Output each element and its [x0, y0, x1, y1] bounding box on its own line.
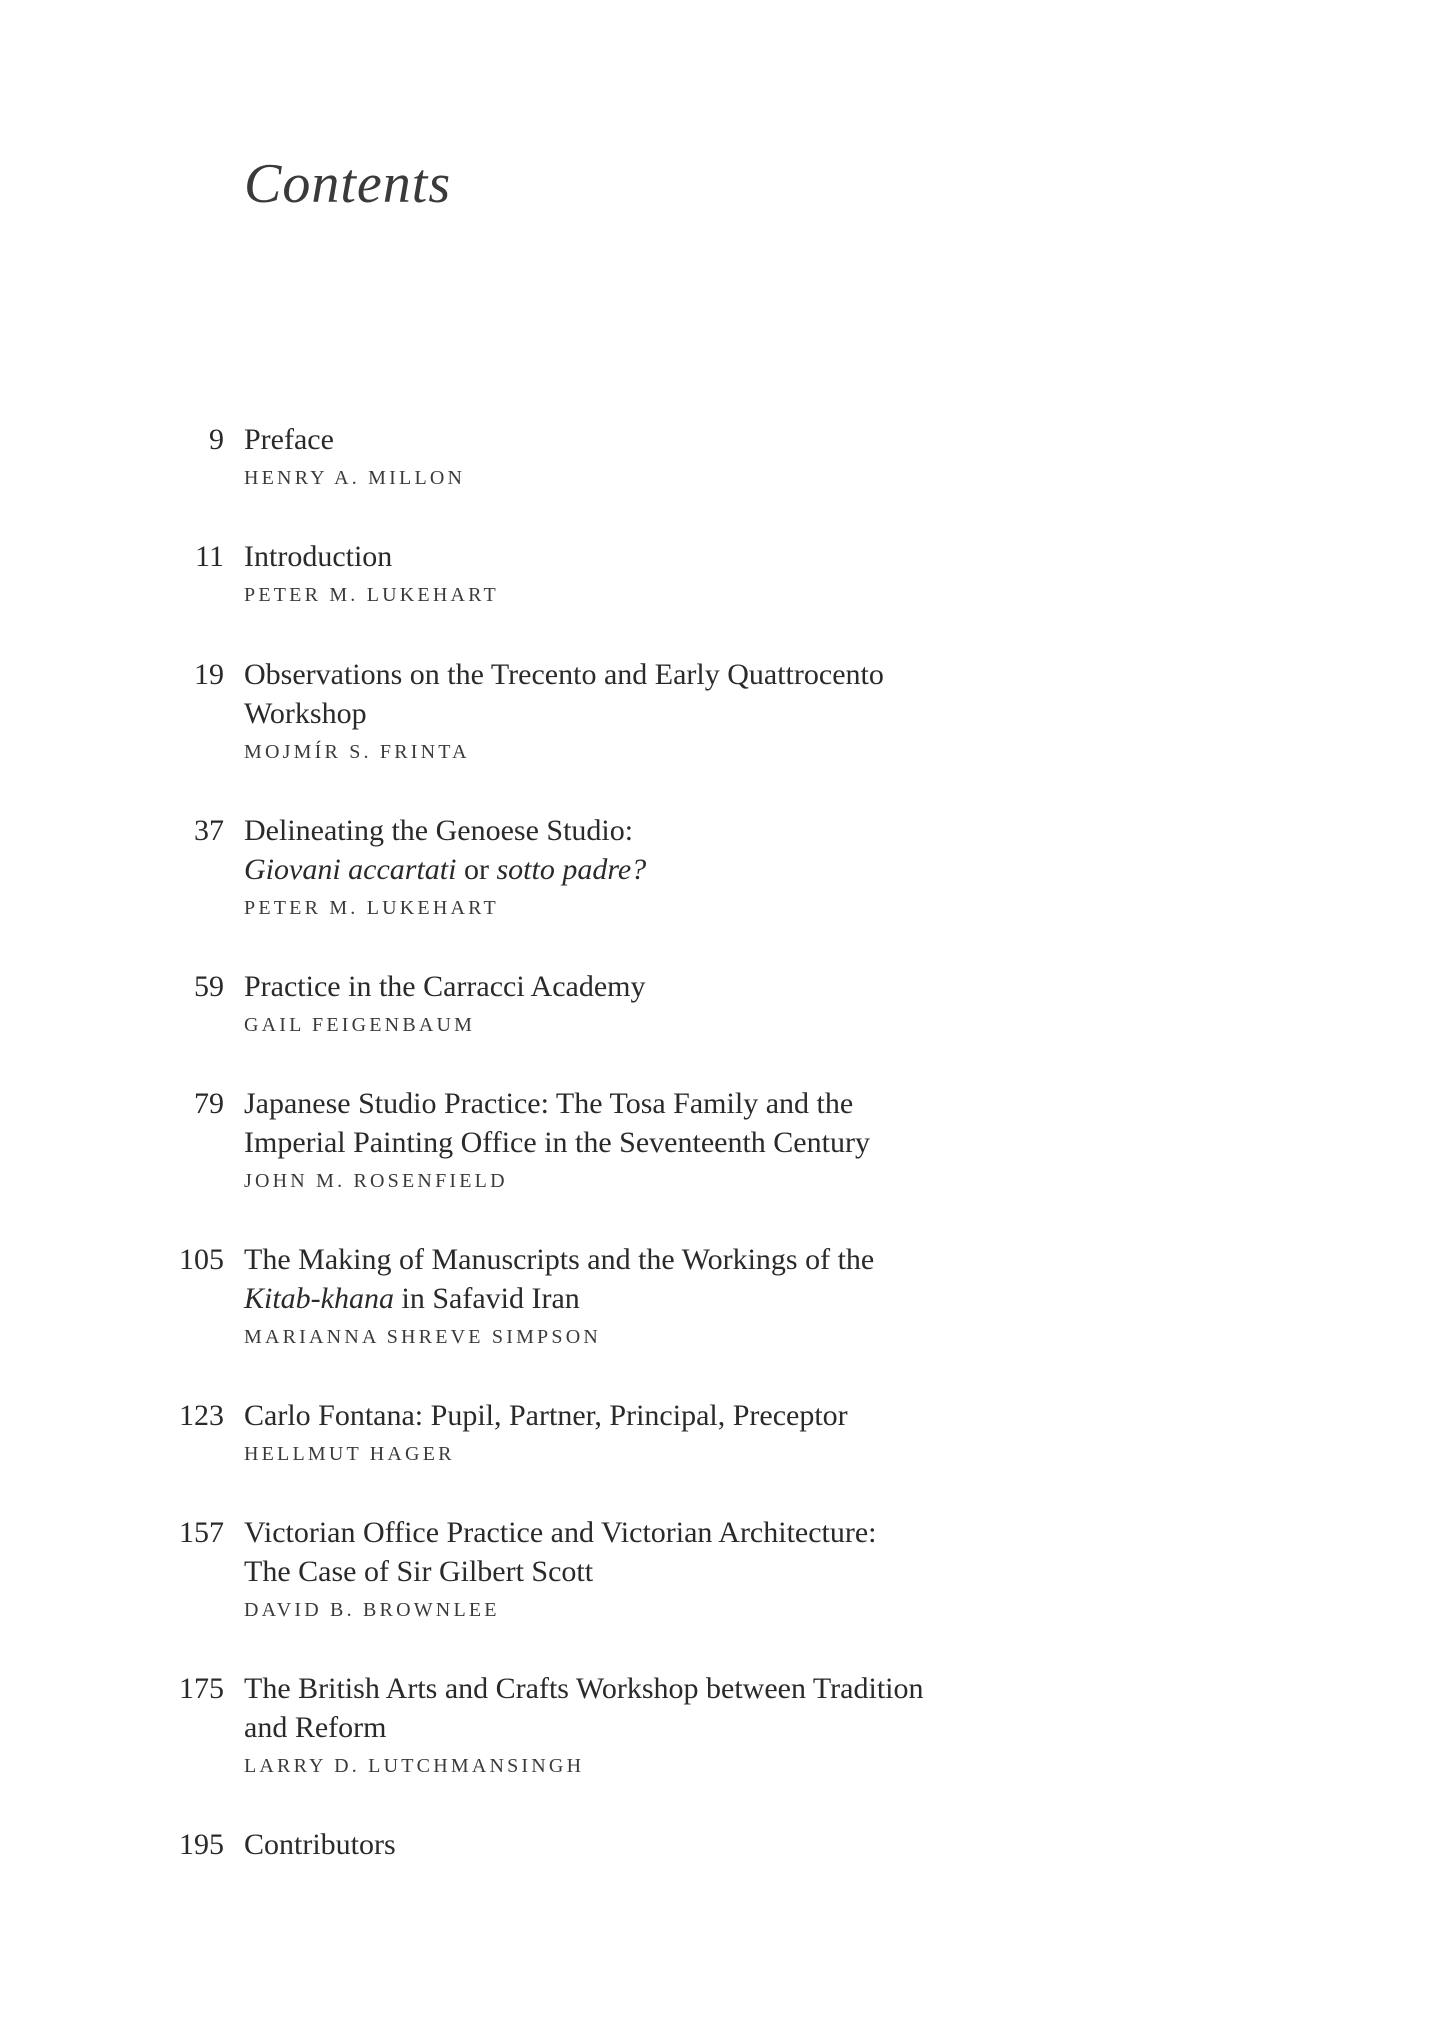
entry-author: PETER M. LUKEHART	[244, 584, 499, 606]
entry-title: Introduction	[244, 540, 393, 573]
entry-title-line: Victorian Office Practice and Victorian Architecture:	[244, 1516, 877, 1549]
entry-title	[244, 1513, 1144, 1591]
entry-title-line: Workshop	[244, 697, 367, 730]
entry-title-text: in Safavid Iran	[394, 1282, 580, 1315]
entry-title-text: or	[456, 853, 497, 886]
entry-title: Contributors	[244, 1828, 396, 1861]
entry-author: JOHN M. ROSENFIELD	[244, 1170, 508, 1192]
page-number: 195	[179, 1828, 224, 1861]
page-number: 11	[195, 540, 224, 573]
entry-title-line: The Making of Manuscripts and the Workings of the	[244, 1243, 875, 1276]
entry-title-line: Delineating the Genoese Studio:	[244, 814, 634, 847]
page-number: 37	[194, 814, 224, 847]
entry-title	[244, 1669, 1144, 1747]
entry-author: GAIL FEIGENBAUM	[244, 1014, 476, 1036]
entry-title-italic: sotto padre	[496, 853, 632, 886]
entry-title-italic: Kitab-khana	[244, 1282, 394, 1315]
page-number: 175	[179, 1672, 224, 1705]
entry-title-line: The British Arts and Crafts Workshop between Tradition	[244, 1672, 924, 1705]
entry-title-line: Imperial Painting Office in the Seventeenth Century	[244, 1126, 870, 1159]
entry-title	[244, 655, 1144, 733]
entry-title: Preface	[244, 423, 334, 456]
entry-author: MARIANNA SHREVE SIMPSON	[244, 1326, 601, 1348]
page-number: 105	[179, 1243, 224, 1276]
page-number: 157	[179, 1516, 224, 1549]
entry-title	[244, 1084, 1144, 1162]
entry-author: HENRY A. MILLON	[244, 467, 466, 489]
entry-title-line: and Reform	[244, 1711, 387, 1744]
entry-title-line: The Case of Sir Gilbert Scott	[244, 1555, 594, 1588]
entry-title	[244, 811, 1144, 889]
entry-author: LARRY D. LUTCHMANSINGH	[244, 1755, 585, 1777]
entry-title	[244, 1240, 1144, 1318]
page-number: 59	[194, 970, 224, 1003]
entry-author: MOJMÍR S. FRINTA	[244, 741, 470, 763]
entry-title-line: Japanese Studio Practice: The Tosa Family and the	[244, 1087, 854, 1120]
page-title: Contents	[244, 153, 452, 215]
page-number: 79	[194, 1087, 224, 1120]
entry-title-line	[244, 1279, 1144, 1318]
entry-author: DAVID B. BROWNLEE	[244, 1599, 500, 1621]
entry-title: Carlo Fontana: Pupil, Partner, Principal, Preceptor	[244, 1399, 848, 1432]
entry-title-text: ?	[631, 853, 647, 886]
page-number: 9	[209, 423, 224, 456]
entry-title-line: Observations on the Trecento and Early Quattrocento	[244, 658, 884, 691]
entry-author: PETER M. LUKEHART	[244, 897, 499, 919]
entry-title-italic: Giovani accartati	[244, 853, 457, 886]
entry-title-line	[244, 850, 1144, 889]
page-number: 19	[194, 658, 224, 691]
entry-title: Practice in the Carracci Academy	[244, 970, 646, 1003]
entry-author: HELLMUT HAGER	[244, 1443, 455, 1465]
page-number: 123	[179, 1399, 224, 1432]
